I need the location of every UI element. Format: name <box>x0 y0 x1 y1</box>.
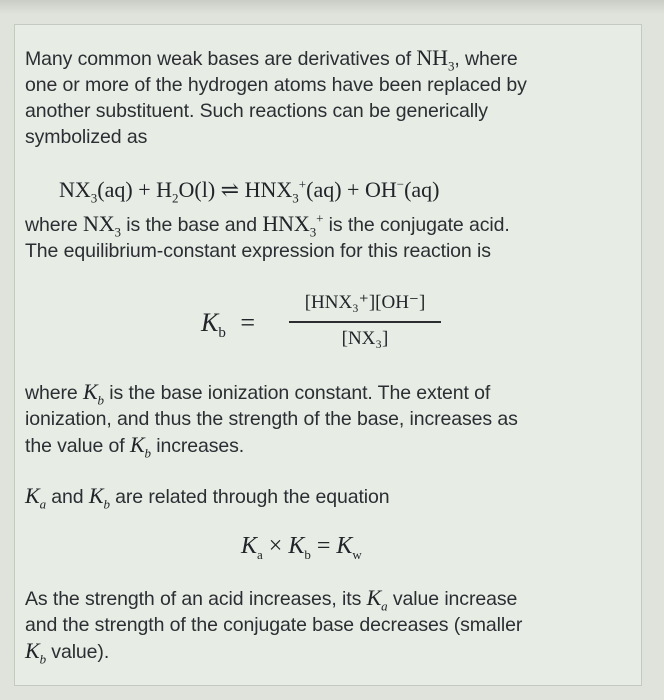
intro-line-3: another substituent. Such reactions can be generically <box>25 100 488 122</box>
kb-numerator: [HNX₃⁺][OH⁻] <box>304 292 426 313</box>
conclusion-line-3: $K_b$ value). <box>25 638 110 667</box>
kb-denominator: [NX₃] <box>341 328 389 349</box>
conclusion-line-1: As the strength of an acid increases, its $K_a$ value increase <box>25 585 518 614</box>
kb-line-2: ionization, and thus the strength of the base, increases as <box>25 408 518 430</box>
kb-lhs: $K_b$ = <box>201 308 256 342</box>
fraction-bar <box>289 321 441 323</box>
reaction-equation: $NX_3(aq) + H_2O(l)$ ⇌ $HNX_3^+(aq) + OH^-(aq)$ <box>59 176 440 206</box>
explanation-line-1: where $NX_3$ is the base and $HNX_3^+$ is the conjugate acid. <box>25 210 510 240</box>
relation-line: $K_a$ and $K_b$ are related through the equation <box>25 483 390 512</box>
kw-equation: $K_a \times K_b = K_w$ <box>241 533 362 562</box>
kb-line-3: the value of $K_b$ increases. <box>25 432 245 461</box>
kb-paragraph <box>25 379 518 459</box>
intro-line-4: symbolized as <box>25 126 148 148</box>
conclusion-line-2: and the strength of the conjugate base decreases (smaller <box>25 614 523 636</box>
equilibrium-arrow: ⇌ <box>220 177 240 202</box>
photo-edge <box>0 0 664 14</box>
explanation-paragraph <box>25 211 510 264</box>
kb-line-1: where $K_b$ is the base ionization constant. The extent of <box>25 379 491 408</box>
conclusion-paragraph <box>25 585 522 665</box>
explanation-line-2: The equilibrium-constant expression for this reaction is <box>25 240 491 262</box>
content-panel <box>14 24 642 686</box>
intro-line-1: Many common weak bases are derivatives of $NH_3$, where <box>25 45 518 74</box>
intro-paragraph <box>25 45 527 150</box>
intro-line-2: one or more of the hydrogen atoms have been replaced by <box>25 74 527 96</box>
nh3-formula: $NH_3$ <box>416 45 455 74</box>
